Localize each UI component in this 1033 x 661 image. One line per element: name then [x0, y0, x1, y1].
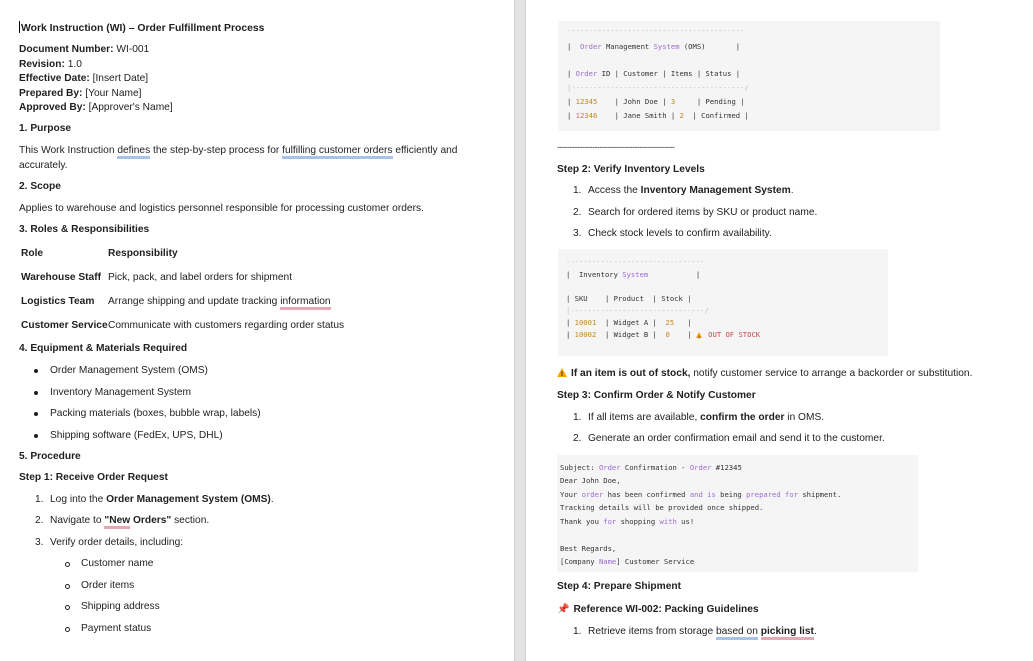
- role-name: Warehouse Staff: [21, 272, 102, 283]
- list-number: 2.: [573, 207, 582, 218]
- reference-note: 📌 Reference WI-002: Packing Guidelines: [557, 604, 759, 615]
- sub-bullet: [65, 584, 70, 589]
- meta-approved-by: Approved By: [Approver's Name]: [19, 102, 173, 113]
- roles-header-role: Role: [21, 248, 44, 259]
- sub-bullet: [65, 627, 70, 632]
- heading-procedure: 5. Procedure: [19, 451, 81, 462]
- list-number: 2.: [573, 433, 582, 444]
- pushpin-icon: 📌: [557, 604, 570, 615]
- document-page-right[interactable]: [526, 0, 1033, 661]
- bullet: [34, 434, 38, 438]
- code-block-oms: ----------------------------------------- | Order Management System (OMS) | | Order ID | Customer | Items | Status | |----------------------------------------/ | 12345 | John Doe | 3 | Pending | | 12346 | Jane Smith | 2 | Confirmed |: [558, 21, 940, 131]
- heading-scope: 2. Scope: [19, 181, 61, 192]
- sub-list-item: Customer name: [81, 558, 154, 569]
- bullet: [34, 391, 38, 395]
- sub-list-item: Payment status: [81, 623, 152, 634]
- text-cursor: [19, 21, 20, 33]
- role-responsibility: Communicate with customers regarding order status: [108, 320, 345, 331]
- separator-line: -----------------------------------------------: [557, 142, 675, 152]
- role-name: Logistics Team: [21, 296, 95, 307]
- heading-step4: Step 4: Prepare Shipment: [557, 581, 681, 592]
- purpose-text-line1: This Work Instruction defines the step-by-step process for fulfilling customer orders efficiently and: [19, 144, 457, 157]
- list-item: Retrieve items from storage based on picking list.: [588, 625, 817, 638]
- list-number: 1.: [573, 412, 582, 423]
- code-block-inventory: -------------------------------- | Inventory System | | SKU | Product | Stock | |-------------------------------/ | 10001 | Widget A | 25 | | 10002 | Widget B | 0 | ! OUT OF STOCK: [558, 249, 888, 356]
- list-item: Shipping software (FedEx, UPS, DHL): [50, 430, 223, 441]
- sub-list-item: Shipping address: [81, 601, 160, 612]
- warning-icon: [557, 368, 567, 377]
- role-name: Customer Service: [21, 320, 108, 331]
- out-of-stock-warning: !If an item is out of stock, notify customer service to arrange a backorder or substitution.: [557, 367, 972, 380]
- list-item: Packing materials (boxes, bubble wrap, labels): [50, 408, 261, 419]
- list-item: Verify order details, including:: [50, 537, 184, 548]
- list-number: 1.: [35, 494, 44, 505]
- list-item: Navigate to "New Orders" section.: [50, 514, 209, 527]
- meta-revision: Revision: 1.0: [19, 59, 82, 70]
- grammar-suggestion[interactable]: defines: [117, 145, 150, 159]
- document-title[interactable]: Work Instruction (WI) – Order Fulfillment Process: [21, 23, 265, 34]
- document-page-left[interactable]: [0, 0, 514, 661]
- roles-header-responsibility: Responsibility: [108, 248, 178, 259]
- meta-document-number: Document Number: WI-001: [19, 44, 150, 55]
- spelling-suggestion[interactable]: "New: [104, 515, 130, 529]
- list-number: 3.: [573, 228, 582, 239]
- purpose-text-line2: accurately.: [19, 160, 68, 171]
- list-item: Search for ordered items by SKU or product name.: [588, 207, 818, 218]
- code-block-email: Subject: Order Confirmation - Order #12345 Dear John Doe, Your order has been confirmed and is being prepared for shipment. Tracking details will be provided once shipped. Thank you for shopping with us! Best Regards, [Company Name] Customer Service: [557, 455, 918, 572]
- sub-bullet: [65, 562, 70, 567]
- page-gutter: [514, 0, 526, 661]
- list-item: Generate an order confirmation email and send it to the customer.: [588, 433, 885, 444]
- heading-roles: 3. Roles & Responsibilities: [19, 224, 150, 235]
- heading-step2: Step 2: Verify Inventory Levels: [557, 164, 705, 175]
- list-item: Access the Inventory Management System.: [588, 185, 794, 196]
- list-item: Log into the Order Management System (OMS).: [50, 494, 274, 505]
- grammar-suggestion[interactable]: based on: [716, 626, 758, 640]
- heading-step3: Step 3: Confirm Order & Notify Customer: [557, 390, 756, 401]
- grammar-suggestion[interactable]: fulfilling customer orders: [282, 145, 392, 159]
- spelling-suggestion[interactable]: picking list: [761, 626, 814, 640]
- sub-bullet: [65, 605, 70, 610]
- heading-step1: Step 1: Receive Order Request: [19, 472, 168, 483]
- meta-effective-date: Effective Date: [Insert Date]: [19, 73, 149, 84]
- list-item: Check stock levels to confirm availability.: [588, 228, 772, 239]
- warning-icon: [696, 332, 702, 338]
- spelling-suggestion[interactable]: information: [280, 296, 330, 310]
- role-responsibility: Pick, pack, and label orders for shipment: [108, 272, 293, 283]
- role-responsibility: Arrange shipping and update tracking information: [108, 295, 331, 308]
- heading-purpose: 1. Purpose: [19, 123, 72, 134]
- list-number: 1.: [573, 626, 582, 637]
- list-number: 3.: [35, 537, 44, 548]
- list-number: 2.: [35, 515, 44, 526]
- bullet: [34, 369, 38, 373]
- scope-text: Applies to warehouse and logistics personnel responsible for processing customer orders.: [19, 203, 424, 214]
- sub-list-item: Order items: [81, 580, 135, 591]
- heading-equipment: 4. Equipment & Materials Required: [19, 343, 188, 354]
- list-item: Inventory Management System: [50, 387, 191, 398]
- list-item: Order Management System (OMS): [50, 365, 208, 376]
- list-item: If all items are available, confirm the order in OMS.: [588, 412, 825, 423]
- meta-prepared-by: Prepared By: [Your Name]: [19, 88, 142, 99]
- bullet: [34, 412, 38, 416]
- list-number: 1.: [573, 185, 582, 196]
